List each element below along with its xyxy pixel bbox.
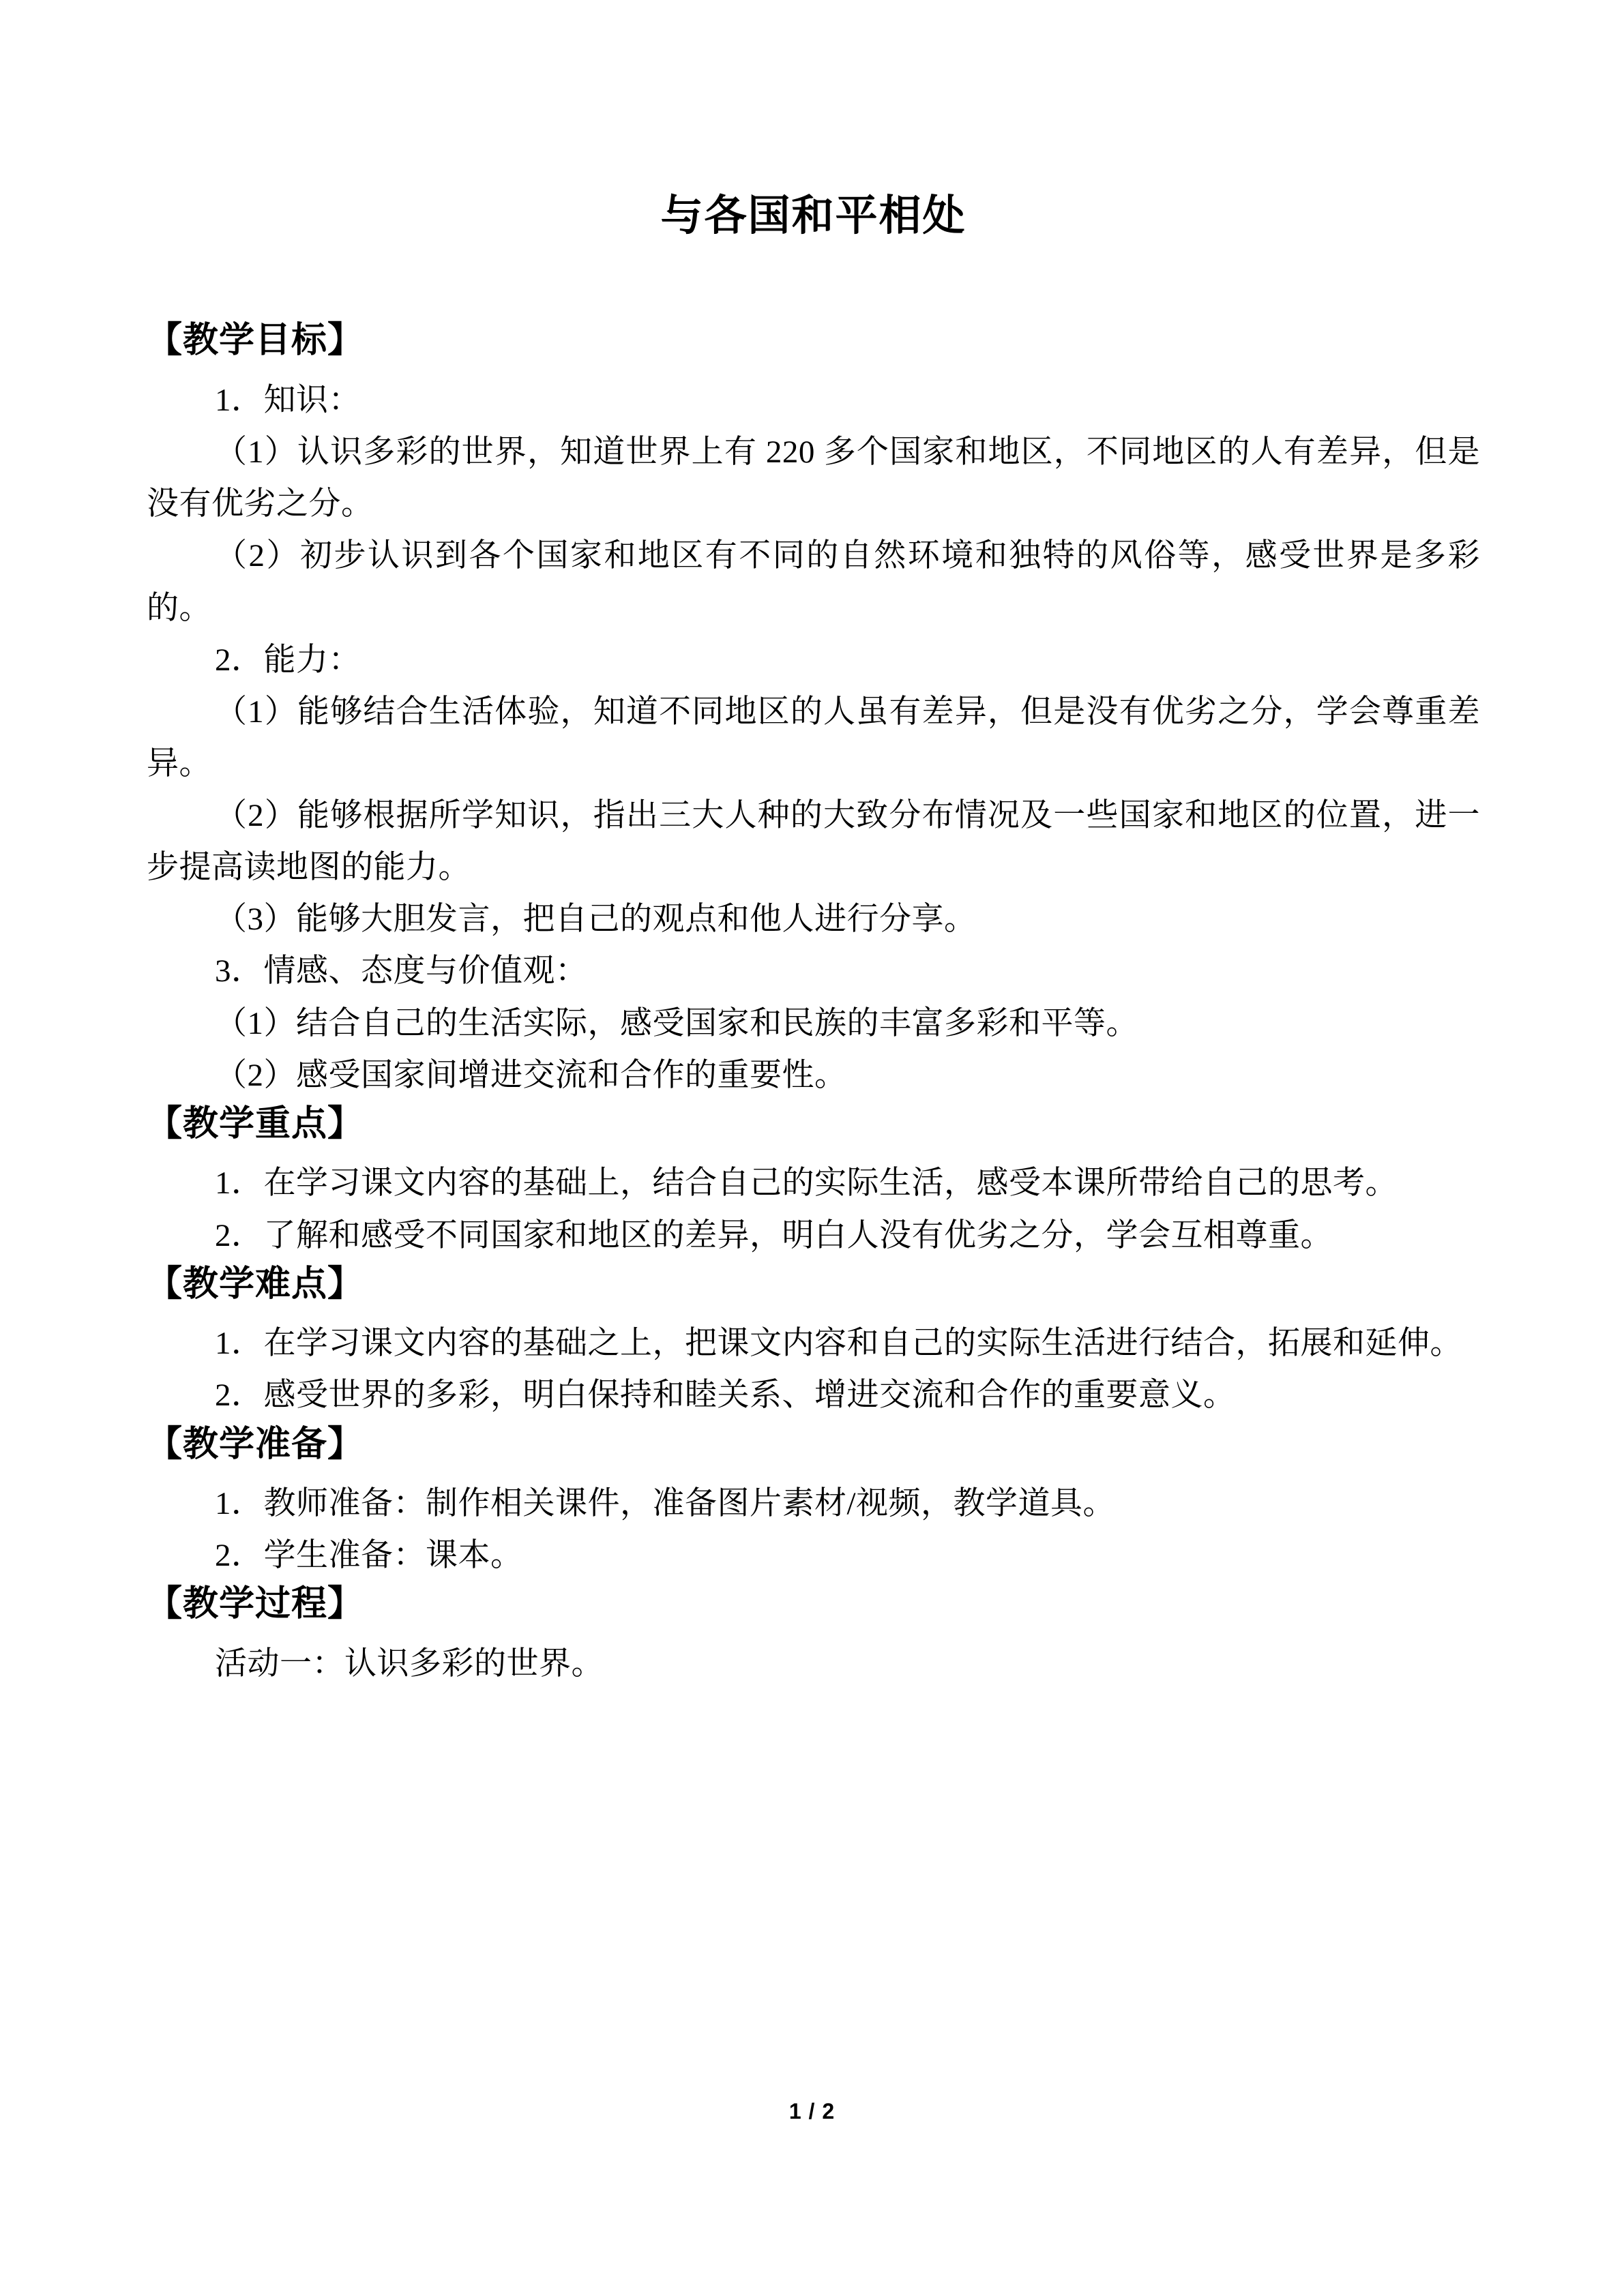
paragraph: 1．在学习课文内容的基础之上，把课文内容和自己的实际生活进行结合，拓展和延伸。 <box>215 1326 1462 1362</box>
section-heading: 【教学准备】 <box>147 1425 364 1464</box>
paragraph: （1）能够结合生活体验，知道不同地区的人虽有差异，但是没有优劣之分，学会尊重差异。 <box>147 694 1480 781</box>
document-body <box>147 0 1480 1690</box>
section-spacer <box>147 365 1480 374</box>
section-teaching-focus <box>147 1101 1480 1262</box>
paragraph: （1）结合自己的生活实际，感受国家和民族的丰富多彩和平等。 <box>215 1005 1138 1041</box>
section-teaching-process <box>147 1581 1480 1690</box>
page-footer: 1 / 2 <box>788 2099 836 2123</box>
paragraph: 2．感受世界的多彩，明白保持和睦关系、增进交流和合作的重要意义。 <box>215 1377 1236 1414</box>
section-heading: 【教学难点】 <box>147 1264 364 1304</box>
section-heading: 【教学目标】 <box>147 321 364 361</box>
paragraph: （2）能够根据所学知识，指出三大人种的大致分布情况及一些国家和地区的位置，进一步提高读地图的能力。 <box>147 798 1480 886</box>
paragraph: 1．教师准备：制作相关课件，准备图片素材/视频，教学道具。 <box>215 1486 1116 1522</box>
section-teaching-preparation <box>147 1422 1480 1582</box>
paragraph: 1．知识： <box>215 383 361 419</box>
paragraph: 2．了解和感受不同国家和地区的差异，明白人没有优劣之分，学会互相尊重。 <box>215 1217 1333 1253</box>
paragraph: 1．在学习课文内容的基础上，结合自己的实际生活，感受本课所带给自己的思考。 <box>215 1165 1398 1202</box>
paragraph: （3）能够大胆发言，把自己的观点和他人进行分享。 <box>215 901 977 938</box>
paragraph: 2．学生准备：课本。 <box>215 1538 523 1574</box>
paragraph: （2）初步认识到各个国家和地区有不同的自然环境和独特的风俗等，感受世界是多彩的。 <box>147 538 1480 626</box>
title-spacer <box>147 241 1480 318</box>
section-spacer <box>147 1468 1480 1478</box>
section-heading: 【教学过程】 <box>147 1585 364 1624</box>
section-spacer <box>147 1308 1480 1317</box>
section-teaching-difficulty <box>147 1262 1480 1422</box>
paragraph: 活动一：认识多彩的世界。 <box>215 1646 604 1682</box>
paragraph: 2．能力： <box>215 642 361 678</box>
paragraph: （1）认识多彩的世界，知道世界上有 220 多个国家和地区，不同地区的人有差异，但是没有优劣之分。 <box>147 434 1480 522</box>
paragraph: （2）感受国家间增进交流和合作的重要性。 <box>215 1057 847 1093</box>
section-heading: 【教学重点】 <box>147 1104 364 1144</box>
section-spacer <box>147 1628 1480 1638</box>
section-teaching-objectives <box>147 318 1480 1101</box>
page-title: 与各国和平相处 <box>660 193 966 239</box>
section-spacer <box>147 1148 1480 1157</box>
paragraph: 3．情感、态度与价值观： <box>215 953 588 989</box>
